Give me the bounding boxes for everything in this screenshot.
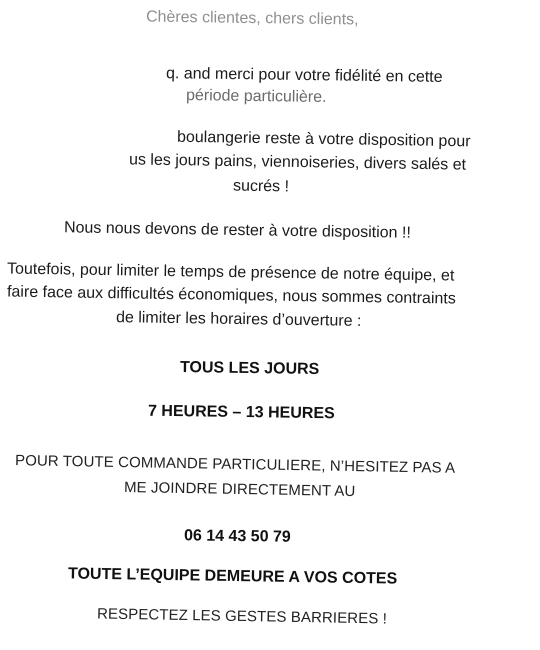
order-line-2: ME JOINDRE DIRECTEMENT AU bbox=[123, 478, 356, 501]
phone-number: 06 14 43 50 79 bbox=[183, 527, 291, 546]
duty-text: Nous nous devons de rester à votre disposition !! bbox=[63, 219, 411, 242]
order-line-1: POUR TOUTE COMMANDE PARTICULIERE, N’HESITEZ PAS A bbox=[14, 452, 456, 477]
hours-heading: 7 HEURES – 13 HEURES bbox=[147, 402, 335, 423]
however-line-3: de limiter les horaires d’ouverture : bbox=[115, 309, 362, 330]
thanks-line-1: q. and merci pour votre fidélité en cette bbox=[165, 65, 443, 86]
availability-line-2: us les jours pains, viennoiseries, divers salés et bbox=[128, 151, 467, 174]
however-line-1: Toutefois, pour limiter le temps de présence de notre équipe, et bbox=[6, 260, 455, 285]
however-line-2: faire face aux difficultés économiques, nous sommes contraints bbox=[6, 283, 456, 308]
barrier-gestures-text: RESPECTEZ LES GESTES BARRIERES ! bbox=[96, 605, 388, 628]
availability-line-3: sucrés ! bbox=[232, 177, 290, 196]
thanks-line-2: période particulière. bbox=[185, 87, 327, 106]
availability-line-1: boulangerie reste à votre disposition pour bbox=[176, 128, 471, 151]
team-text: TOUTE L’EQUIPE DEMEURE A VOS COTES bbox=[67, 565, 398, 588]
greeting-text: Chères clientes, chers clients, bbox=[145, 8, 359, 29]
days-heading: TOUS LES JOURS bbox=[179, 359, 320, 378]
